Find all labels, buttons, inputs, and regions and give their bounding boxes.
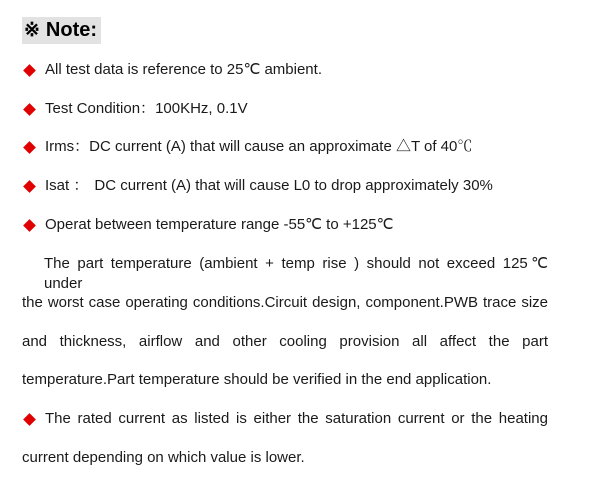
- red-diamond-bullet-icon: [23, 141, 36, 154]
- note-title: Note:: [45, 19, 98, 41]
- red-diamond-bullet-icon: [23, 103, 36, 116]
- list-item-text: 100KHz, 0.1V: [155, 100, 248, 117]
- list-item-label: Isat ：: [45, 177, 89, 194]
- rated-current-continuation: current depending on which value is lower.: [22, 449, 305, 466]
- list-item-text: The rated current as listed is either the saturation current or the heating: [45, 410, 548, 427]
- paragraph-line-3: and thickness, airflow and other cooling provision all affect the part: [22, 333, 548, 350]
- red-diamond-bullet-icon: [23, 219, 36, 232]
- list-item-isat: [22, 176, 548, 196]
- paragraph-line-2: the worst case operating conditions.Circuit design, component.PWB trace size: [22, 294, 548, 311]
- red-diamond-bullet-icon: [23, 413, 36, 426]
- red-diamond-bullet-icon: [23, 180, 36, 193]
- paragraph-line-1: The part temperature (ambient + temp rise ) should not exceed 125℃ under: [44, 255, 548, 292]
- list-item-text: All test data is reference to 25℃ ambient.: [45, 61, 322, 78]
- note-heading: [22, 17, 101, 44]
- reference-mark-icon: ※: [24, 20, 40, 41]
- list-item-irms: [22, 137, 548, 157]
- paragraph-line-4: temperature.Part temperature should be verified in the end application.: [22, 371, 492, 388]
- list-item-text: Irms：DC current (A) that will cause an approximate △T of 40℃: [45, 138, 473, 155]
- red-diamond-bullet-icon: [23, 64, 36, 77]
- list-item-label: Test Condition：: [45, 100, 156, 117]
- list-item-test-data: [22, 60, 548, 80]
- list-item-text: DC current (A) that will cause L0 to drop approximately 30%: [94, 177, 493, 194]
- list-item-rated-current: [22, 409, 548, 429]
- list-item-test-condition: [22, 99, 548, 119]
- list-item-text: Operat between temperature range -55℃ to +125℃: [45, 216, 394, 233]
- list-item-temperature-range: [22, 215, 548, 235]
